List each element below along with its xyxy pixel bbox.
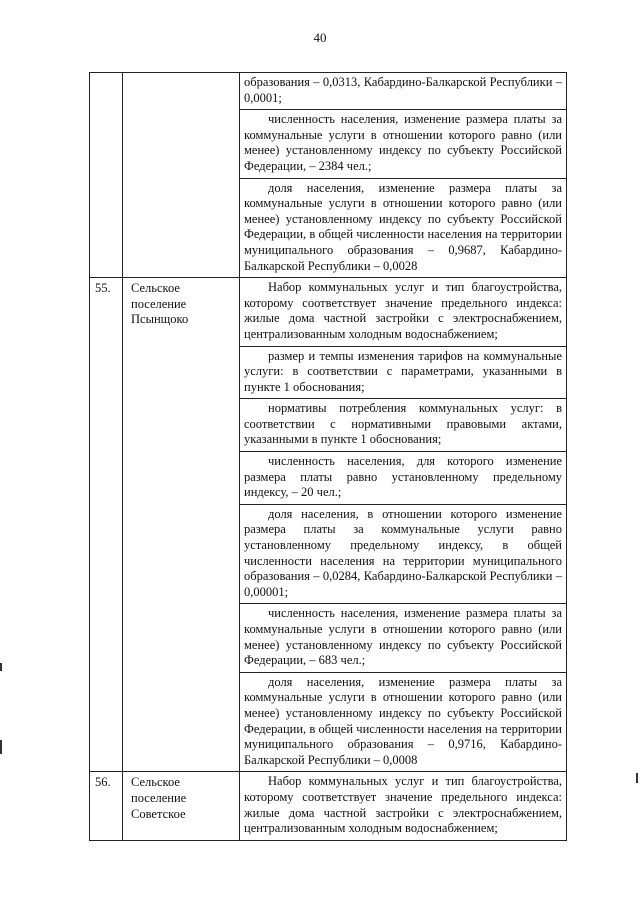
settlement-name — [123, 278, 240, 772]
settlement-name-line: Советское — [131, 806, 186, 821]
indicator-paragraph: Набор коммунальных услуг и тип благоустройства, которому соответствует значение предельного индекса: жилые дома частной застройки с электроснабжением, централизованным холодным водоснабжением; — [244, 774, 562, 836]
settlement-name — [123, 73, 240, 278]
indicator-cell — [240, 73, 567, 278]
document-table-body — [90, 73, 567, 841]
indicator-paragraph: численность населения, изменение размера платы за коммунальные услуги в отношении которого равно (или менее) установленному индексу по субъекту Российской Федерации, – 683 чел.; — [240, 603, 566, 671]
indicator-paragraph: образования – 0,0313, Кабардино-Балкарской Республики – 0,0001; — [244, 75, 562, 105]
scan-artifact — [0, 740, 2, 754]
settlement-name-line: Псынщоко — [131, 312, 189, 327]
indicator-paragraph: размер и темпы изменения тарифов на коммунальные услуги: в соответствии с параметрами, указанными в пункте 1 обоснования; — [240, 346, 566, 399]
indicator-paragraph: доля населения, изменение размера платы за коммунальные услуги в отношении которого равно (или менее) установленному индексу по субъекту Российской Федерации, в общей численности населения на территории муниципального образования – 0,9716, Кабардино-Балкарской Республики – 0,0008 — [240, 672, 566, 772]
settlement-name-line: Сельское — [131, 281, 180, 296]
indicator-cell — [240, 278, 567, 772]
table-row — [90, 278, 567, 772]
row-number — [90, 73, 123, 278]
row-number: 56. — [90, 772, 123, 840]
indicator-paragraph: доля населения, изменение размера платы за коммунальные услуги в отношении которого равно (или менее) установленному индексу по субъекту Российской Федерации, в общей численности населения на территории муниципального образования – 0,9687, Кабардино-Балкарской Республики – 0,0028 — [240, 178, 566, 278]
settlement-name — [123, 772, 240, 840]
scan-artifact — [0, 663, 2, 671]
indicator-cell — [240, 772, 567, 840]
scan-artifact — [636, 773, 638, 783]
indicator-paragraph: доля населения, в отношении которого изменение размера платы за коммунальные услуги равно установленному предельному индексу, в общей численности населения на территории муниципального образования – 0,0284, Кабардино-Балкарской Республики – 0,00001; — [240, 504, 566, 604]
document-table — [89, 72, 567, 841]
indicator-paragraph: численность населения, изменение размера платы за коммунальные услуги в отношении которого равно (или менее) установленному индексу по субъекту Российской Федерации, – 2384 чел.; — [240, 109, 566, 177]
settlement-name-line: поселение — [131, 296, 187, 311]
page-number: 40 — [313, 30, 327, 45]
settlement-name-line: Сельское — [131, 775, 180, 790]
indicator-paragraph: нормативы потребления коммунальных услуг: в соответствии с нормативными правовыми актами, указанными в пункте 1 обоснования; — [240, 398, 566, 451]
table-row — [90, 772, 567, 840]
table-row — [90, 73, 567, 278]
indicator-paragraph: Набор коммунальных услуг и тип благоустройства, которому соответствует значение предельного индекса: жилые дома частной застройки с электроснабжением, централизованным холодным водоснабжением; — [244, 280, 562, 341]
indicator-paragraph: численность населения, для которого изменение размера платы равно установленному предельному индексу, – 20 чел.; — [240, 451, 566, 504]
row-number: 55. — [90, 278, 123, 772]
settlement-name-line: поселение — [131, 790, 187, 805]
